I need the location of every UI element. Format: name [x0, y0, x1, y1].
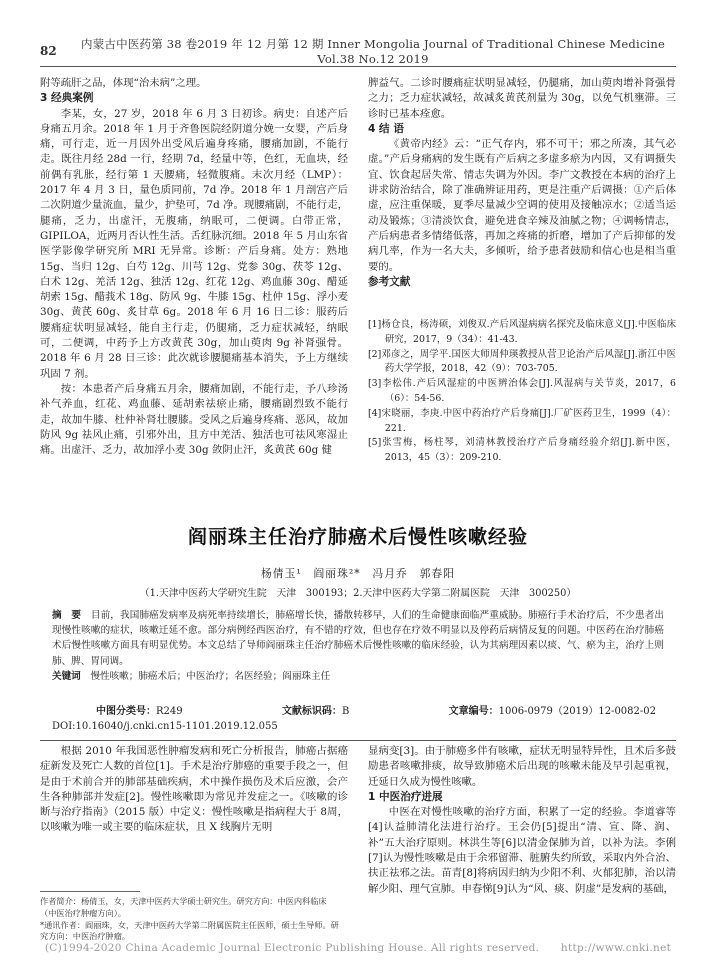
section-heading: 3 经典案例 [40, 92, 94, 105]
paragraph: 根据 2010 年我国恶性肿瘤发病和死亡分析报告，肺癌占据癌症新发及死亡人数的首位[1]。手术是治疗肺癌的重要手段之一，但是由于术前合并的肺部基础疾病，术中操作损伤及术后应激，会产生各种肺部并发症[2]。慢性咳嗽即为常见并发症之一。《咳嗽的诊断与治疗指南》（2015 版）中定义：慢性咳嗽是指病程大于 8周，以咳嗽为唯一或主要的临床症状，且 X 线胸片无明 [40, 745, 348, 834]
clc-value: R249 [156, 706, 183, 717]
paragraph: 脾益气。二诊时腰痛症状明显减轻，仍腿痛，加山萸肉增补肾强骨之力；乏力症状减轻，故减炙黄芪剂量为 30g，以免气机壅滞。三诊时已基本痊愈。 [368, 77, 676, 120]
reference-item: [2]邓彦之，周学平.国医大师周仲瑛教授从营卫论治产后风湿[J].浙江中医药大学学报，2018，42（9）：703-705. [368, 348, 676, 375]
abstract-rule [40, 740, 676, 741]
footnote-item: 作者简介：杨倩玉，女，天津中医药大学硕士研究生。研究方向：中医内科临床（中医治疗肿瘤方向）。 [40, 896, 327, 918]
author-list: 杨倩玉¹ 阎丽珠²* 冯月乔 郭春阳 [260, 567, 455, 580]
reference-item: [4]宋晓丽，李庚.中医中药治疗产后身痛[J].厂矿医药卫生，1999（4）：221. [368, 407, 676, 434]
affiliation: （1.天津中医药大学研究生院 天津 300193；2.天津中医药大学第二附属医院 天津 300250） [139, 588, 577, 599]
abstract-text: 目前，我国肺癌发病率及病死率持续增长，肺癌增长快，播散转移早，人们的生命健康面临严重威胁。肺癌行手术治疗后，不少患者出现慢性咳嗽的症状，咳嗽迁延不愈。部分病例经西医治疗，有不错的疗效，但也存在疗效不明显以及停药后病情反复的问题。中医药在治疗肺癌术后慢性咳嗽方面具有明显优势。本文总结了导师阎丽珠主任治疗肺癌术后慢性咳嗽的临床经验，认为其病理因素以痰、气、瘀为主，治疗上则肺、脾、胃同调。 [52, 610, 665, 667]
paragraph: 显病变[3]。由于肺癌多伴有咳嗽，症状无明显特异性，且术后多鼓励患者咳嗽排痰，故导致肺癌术后出现的咳嗽未能及早引起重视，迁延日久成为慢性咳嗽。 [368, 745, 676, 788]
reference-item: [3]李松伟.产后风湿症的中医辨治体会[J].风湿病与关节炎，2017，6（6）：54-56. [368, 378, 676, 404]
reference-list [368, 318, 676, 466]
running-header [40, 37, 676, 66]
paragraph: 中医在对慢性咳嗽的治疗方面，积累了一定的经验。李道睿等[4]认益肺清化法进行治疗。王会仍[5]提出“清、宣、降、润、补”五大治疗原则。林洪生等[6]以清金保肺为首，以补为法。李俐[7]认为慢性咳嗽是由于余邪留滞、脏腑失约所致，采取内外合治、扶正祛邪之法。苗青[8]将病因归纳为少阳不利、火郁犯肺，治以清解少阳、理气宣肺。申春悌[9]认为“风、痰、阴虚”是发病的基础， [368, 806, 676, 895]
article-number-label: 文章编号： [448, 706, 499, 717]
doc-code-label: 文献标识码： [281, 706, 342, 717]
article-right-column [368, 744, 676, 897]
article-title: 阎丽珠主任治疗肺癌术后慢性咳嗽经验 [187, 526, 528, 548]
paragraph: 按：本患者产后身痛五月余，腰痛加剧，不能行走，予八珍汤补气养血，红花、鸡血藤、延胡索祛瘀止痛，腰痛剧烈致不能行走，故加牛膝、杜仲补肾壮腰膝。受风之后遍身疼痛、恶风，故加防风 9g 祛风止痛，引邪外出，且方中羌活、独活也可祛风寒湿止痛。出虚汗、乏力，故加浮小麦 30g 敛阴止汗，炙黄芪 60g 健 [40, 382, 348, 457]
doi: DOI:10.16040/j.cnki.cn15-1101.2019.12.055 [52, 721, 278, 732]
header-rule [40, 66, 676, 67]
paragraph: 附等疏肝之品，体现“治未病”之理。 [40, 77, 207, 89]
clc-label: 中图分类号： [96, 706, 156, 717]
page-number: 82 [40, 44, 57, 58]
article-metadata [96, 702, 656, 717]
footnote-item: *通讯作者：阎丽珠，女，天津中医药大学第二附属医院主任医师，硕士生导师。研究方向：中医治疗肿瘤。 [40, 919, 339, 942]
reference-item: [5]张雪梅，杨柱琴，刘清林教授治疗产后身痛经验介绍[J].新中医，2013，45（3）：209-210. [368, 437, 676, 464]
section-heading: 4 结 语 [368, 122, 404, 135]
paragraph: 《黄帝内经》云：“正气存内，邪不可干；邪之所凑，其气必虚。”产后身痛病的发生既有产后病之多虚多瘀为内因，又有调摄失宜、饮食起居失常、情志失调为外因。李广文教授在本病的治疗上讲求防治结合，除了准确辨证用药，更是注重产后调摄：①产后体虚，应注重保暖，夏季尽量减少空调的使用及接触凉水；②适当运动及锻炼；③清淡饮食，避免进食辛辣及油腻之物；④调畅情志，产后病患者多情绪低落，再加之疼痛的折磨，增加了产后抑郁的发病几率，作为一名大夫，多倾听，给予患者鼓励和信心也是相当重要的。 [368, 138, 676, 273]
copyright-watermark: (C)1994-2020 China Academic Journal Electronic Publishing House. All rights reserved. http://www.cnki.net [44, 942, 672, 954]
reference-item: [1]杨仓良，杨涛硕，刘俊双.产后风湿病病名探究及临床意义[J].中医临床研究，2017，9（34）：41-43. [368, 319, 676, 345]
abstract-block [52, 608, 664, 684]
paragraph: 李某，女，27 岁，2018 年 6 月 3 日初诊。病史：自述产后身痛五月余。2018 年 1 月于齐鲁医院经阴道分娩一女婴，产后身痛，可行走，近一月因外出受风后遍身疼痛，腰痛加剧，不能行走。既往月经 28d 一行，经期 7d，经量中等，色红，无血块，经前偶有乳胀，经行第 1 天腰痛，轻微腹痛。末次月经（LMP）：2017 年 4 月 3 日，量色质同前，7d 净。2018 年 1 月剖宫产后二次阴道少量流血，量少，护垫可，7d 净。现腰痛剧，不能行走，腿痛，乏力，出虚汗，无腹痛，纳眠可，二便调。白带正常，GIPILOA，近两月否认性生活。舌红脉沉细。2018 年 5 月山东省医学影像学研究所 MRI 无异常。诊断：产后身痛。处方：熟地 15g、当归 12g、白芍 12g、川芎 12g、党参 30g、茯苓 12g、白术 12g、羌活 12g、独活 12g、红花 12g、鸡血藤 30g、醋延胡索 15g、醋莪术 18g、防风 9g、牛膝 15g、杜仲 15g、浮小麦 30g、黄芪 60g、炙甘草 6g。2018 年 6 月 16 日二诊：服药后腰痛症状明显减轻，能自主行走，仍腿痛，乏力症状减轻，纳眠可，二便调，中药予上方改黄芪 30g，加山萸肉 9g 补肾强骨。2018 年 6 月 28 日三诊：此次就诊腰腿痛基本消失，予上方继续巩固 7 剂。 [40, 107, 348, 380]
doc-code-value: B [341, 706, 350, 717]
article-number-value: 1006-0979（2019）12-0082-02 [498, 706, 656, 717]
keywords-label: 关键词 [52, 670, 81, 682]
section-heading: 1 中医治疗进展 [368, 790, 443, 803]
abstract-label: 摘 要 [52, 610, 82, 621]
prev-article-right-column [368, 76, 676, 290]
footnote-rule [40, 891, 140, 892]
section-heading: 参考文献 [368, 275, 411, 288]
footnotes [40, 896, 340, 943]
journal-header-title: 内蒙古中医药第 38 卷2019 年 12 月第 12 期 Inner Mongolia Journal of Traditional Chinese Medicine Vol.38 No.12 2019 [81, 37, 665, 66]
keywords-text: 慢性咳嗽；肺癌术后；中医治疗；名医经验；阎丽珠主任 [90, 670, 331, 682]
prev-article-left-column [40, 76, 348, 458]
article-left-column [40, 744, 348, 836]
